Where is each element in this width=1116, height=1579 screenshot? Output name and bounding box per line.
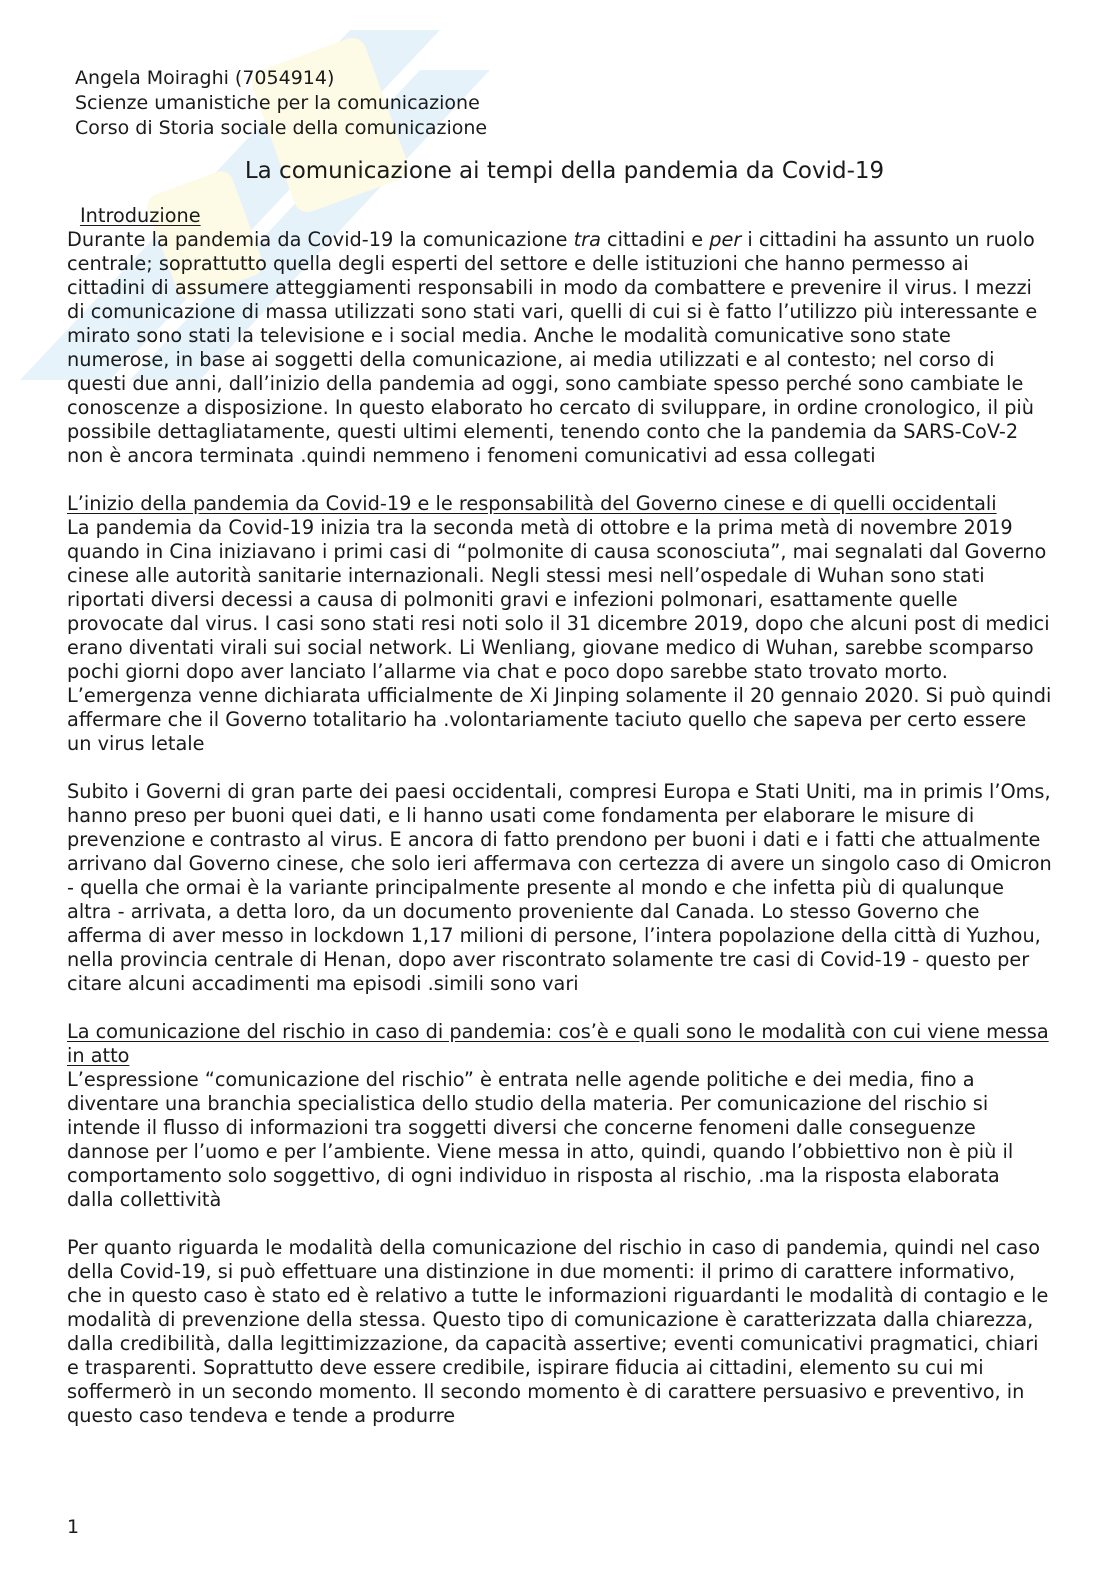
intro-text-a: Durante la pandemia da Covid-19 la comunicazione <box>67 228 574 251</box>
section-heading-rischio: La comunicazione del rischio in caso di pandemia: cos’è e quali sono le modalità con cui viene messa in atto <box>67 1020 1049 1067</box>
section-heading-inizio: L’inizio della pandemia da Covid-19 e le responsabilità del Governo cinese e di quelli occidentali <box>67 492 997 515</box>
inizio-paragraph-1: La pandemia da Covid-19 inizia tra la seconda metà di ottobre e la prima metà di novembre 2019 quando in Cina iniziavano i primi casi di “polmonite di causa sconosciuta”, mai segnalati dal Governo cinese alle autorità sanitarie internazionali. Negli stessi mesi nell’ospedale di Wuhan sono stati riportati diversi decessi a causa di polmoniti gravi e infezioni polmonari, esattamente quelle provocate dal virus. I casi sono stati resi noti solo il 31 dicembre 2019, dopo che alcuni post di medici erano diventati virali sui social network. Li Wenliang, giovane medico di Wuhan, sarebbe scomparso pochi giorni dopo aver lanciato l’allarme via chat e poco dopo sarebbe stato trovato morto. L’emergenza venne dichiarata ufficialmente de Xi Jinping solamente il 20 gennaio 2020. Si può quindi affermare che il Governo totalitario ha .volontariamente taciuto quello che sapeva per certo essere un virus letale <box>67 516 1052 755</box>
degree-line: Scienze umanistiche per la comunicazione <box>75 92 480 114</box>
intro-text-c: i cittadini ha assunto un ruolo centrale; soprattutto quella degli esperti del settore e delle istituzioni che hanno permesso ai cittadini di assumere atteggiamenti responsabili in modo da combattere e prevenire il virus. I mezzi di comunicazione di massa utilizzati sono stati vari, quelli di cui si è fatto l’utilizzo più interessante e mirato sono stati la televisione e i social media. Anche le modalità comunicative sono state numerose, in base ai soggetti della comunicazione, ai media utilizzati e al contesto; nel corso di questi due anni, dall’inizio della pandemia ad oggi, sono cambiate spesso perché sono cambiate le conoscenze a disposizione. In questo elaborato ho cercato di sviluppare, in ordine cronologico, il più possibile dettagliatamente, questi ultimi elementi, tenendo conto che la pandemia da SARS-CoV-2 non è ancora terminata .quindi nemmeno i fenomeni comunicativi ad essa collegati <box>67 228 1038 467</box>
author-line: Angela Moiraghi (7054914) <box>75 67 335 89</box>
intro-text-b: cittadini e <box>600 228 710 251</box>
spacer <box>67 996 1052 1020</box>
spacer <box>67 1212 1052 1236</box>
spacer <box>67 468 1052 492</box>
intro-emphasis-tra: tra <box>573 228 601 251</box>
intro-paragraph <box>67 228 1052 468</box>
rischio-paragraph-1: L’espressione “comunicazione del rischio” è entrata nelle agende politiche e dei media, fino a diventare una branchia specialistica dello studio della materia. Per comunicazione del rischio si intende il flusso di informazioni tra soggetti diversi che concerne fenomeni dalle conseguenze dannose per l’uomo e per l’ambiente. Viene messa in atto, quindi, quando l’obbiettivo non è più il comportamento solo soggettivo, di ogni individuo in risposta al rischio, .ma la risposta elaborata dalla collettività <box>67 1068 1014 1211</box>
spacer <box>67 756 1052 780</box>
section-heading-intro: Introduzione <box>80 204 201 227</box>
document-header <box>75 66 1052 141</box>
rischio-paragraph-2: Per quanto riguarda le modalità della comunicazione del rischio in caso di pandemia, quindi nel caso della Covid-19, si può effettuare una distinzione in due momenti: il primo di carattere informativo, che in questo caso è stato ed è relativo a tutte le informazioni riguardanti le modalità di contagio e le modalità di prevenzione della stessa. Questo tipo di comunicazione è caratterizzata dalla chiarezza, dalla credibilità, dalla legittimizzazione, da capacità assertive; eventi comunicativi pragmatici, chiari e trasparenti. Soprattutto deve essere credibile, ispirare fiducia ai cittadini, elemento su cui mi soffermerò in un secondo momento. Il secondo momento è di carattere persuasivo e preventivo, in questo caso tendeva e tende a produrre <box>67 1236 1049 1427</box>
inizio-paragraph-2: Subito i Governi di gran parte dei paesi occidentali, compresi Europa e Stati Uniti, ma in primis l’Oms, hanno preso per buoni quei dati, e li hanno usati come fondamenta per elaborare le misure di prevenzione e contrasto al virus. E ancora di fatto prendono per buoni i dati e i fatti che attualmente arrivano dal Governo cinese, che solo ieri affermava con certezza di avere un singolo caso di Omicron - quella che ormai è la variante principalmente presente al mondo e che infetta più di qualunque altra - arrivata, a detta loro, da un documento proveniente dal Canada. Lo stesso Governo che afferma di aver messo in lockdown 1,17 milioni di persone, l’intera popolazione della città di Yuzhou, nella provincia centrale di Henan, dopo aver riscontrato solamente tre casi di Covid-19 - questo per citare alcuni accadimenti ma episodi .simili sono vari <box>67 780 1052 995</box>
intro-emphasis-per: per <box>709 228 742 251</box>
course-line: Corso di Storia sociale della comunicazione <box>75 117 488 139</box>
document-title: La comunicazione ai tempi della pandemia da Covid-19 <box>244 158 885 184</box>
document-page <box>67 66 1052 1428</box>
page-number: 1 <box>67 1516 80 1538</box>
